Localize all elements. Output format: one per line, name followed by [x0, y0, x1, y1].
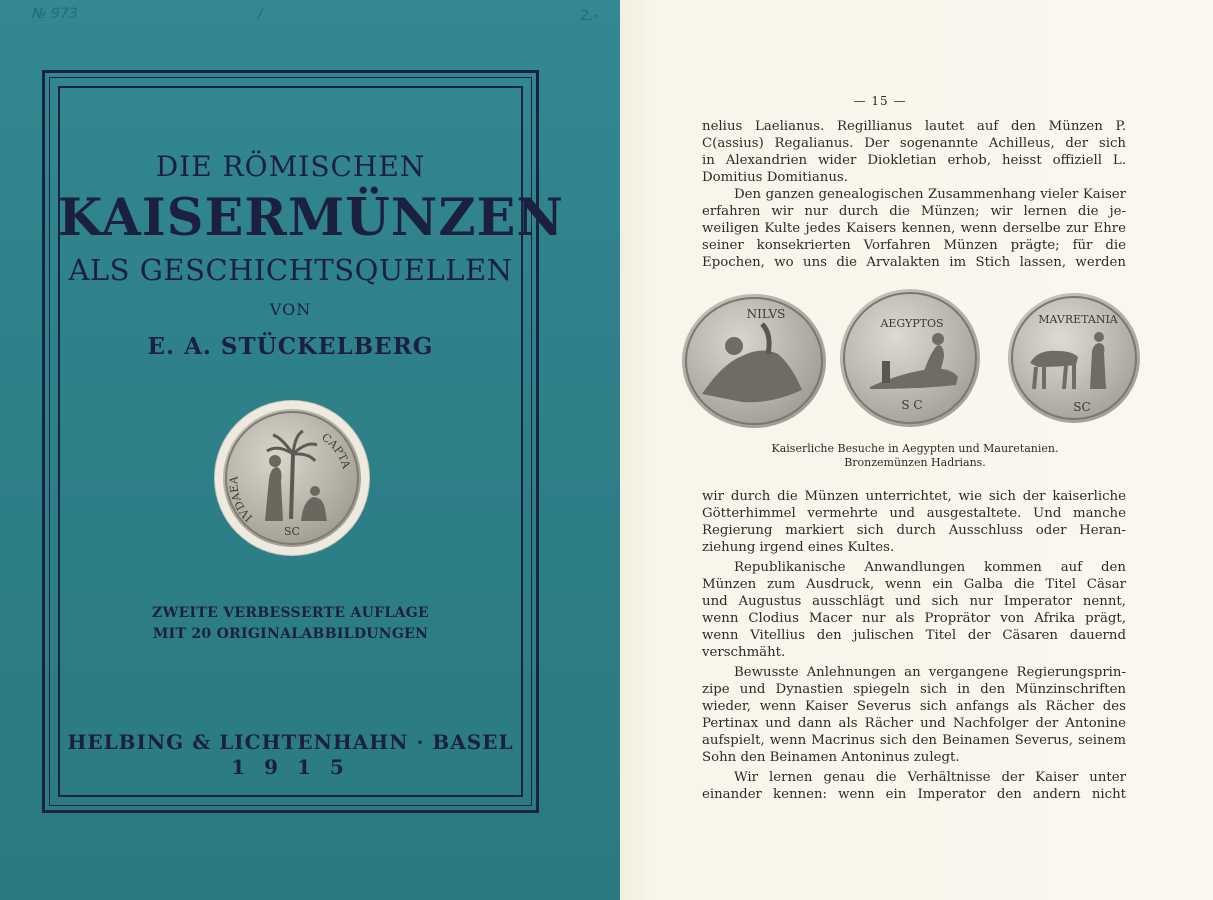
- text-line: und Augustus ausschlägt und sich nur Imperator nennt,: [702, 594, 1126, 609]
- cover-edition-line1: ZWEITE VERBESSERTE AUFLAGE: [152, 605, 429, 621]
- text-line: verschmäht.: [702, 645, 786, 660]
- page-number: — 15 —: [853, 94, 907, 108]
- text-line: Den ganzen genealogischen Zusammenhang vieler Kaiser: [734, 187, 1126, 202]
- coin-legend-left: IVDAEA: [227, 476, 256, 525]
- figure-caption-line2: Bronzemünzen Hadrians.: [844, 456, 986, 469]
- reclining-figure-coin-icon: [840, 289, 980, 427]
- text-line: C(assius) Regalianus. Der sogenannte Achilleus, der sich: [702, 136, 1126, 151]
- cover-year: 1 9 1 5: [231, 755, 350, 779]
- cover-title-line1: DIE RÖMISCHEN: [155, 150, 426, 183]
- coin-exergue: SC: [284, 525, 300, 538]
- text-line: Bewusste Anlehnungen an vergangene Regierungsprin-: [734, 665, 1126, 680]
- coin-mauretania-image: [1008, 293, 1140, 423]
- text-line: erfahren wir nur durch die Münzen; wir lernen die je-: [702, 204, 1126, 219]
- text-line: einander kennen: wenn ein Imperator den andern nicht: [702, 787, 1126, 802]
- text-line: Domitius Domitianus.: [702, 170, 848, 185]
- text-line: Sohn den Beinamen Antoninus zulegt.: [702, 750, 960, 765]
- coin-aegyptos-legend: AEGYPTOS: [880, 317, 944, 330]
- text-line: zipe und Dynastien spiegeln sich in den Münzinschriften: [702, 682, 1126, 697]
- coin-legend-right: CAPTA: [319, 430, 353, 471]
- pencil-inventory-mark: № 973: [32, 6, 78, 22]
- pencil-mark: /: [258, 6, 263, 22]
- text-line: wieder, wenn Kaiser Severus sich anfangs als Rächer des: [702, 699, 1126, 714]
- text-line: Regierung markiert sich durch Ausschluss oder Heran-: [702, 523, 1126, 538]
- text-line: wenn Vitellius den julischen Titel der Cäsaren dauernd: [702, 628, 1126, 643]
- text-line: in Alexandrien wider Diokletian erhob, heisst offiziell L.: [702, 153, 1126, 168]
- figure-caption-line1: Kaiserliche Besuche in Aegypten und Mauretanien.: [771, 442, 1059, 455]
- cover-edition-line2: MIT 20 ORIGINALABBILDUNGEN: [152, 626, 429, 642]
- text-line: nelius Laelianus. Regillianus lautet auf den Münzen P.: [702, 119, 1126, 134]
- horse-figure-coin-icon: [1008, 293, 1140, 423]
- text-line: Epochen, wo uns die Arvalakten im Stich lassen, werden: [702, 255, 1126, 270]
- coin-aegyptos-exergue: S C: [901, 398, 923, 412]
- text-line: seiner konsekrierten Vorfahren Münzen prägte; für die: [702, 238, 1126, 253]
- text-line: Münzen zum Ausdruck, wenn ein Galba die Titel Cäsar: [702, 577, 1126, 592]
- judaea-capta-coin-icon: [223, 409, 361, 547]
- text-line: wir durch die Münzen unterrichtet, wie sich der kaiserliche: [702, 489, 1126, 504]
- text-line: Pertinax und dann als Rächer und Nachfolger der Antonine: [702, 716, 1126, 731]
- cover-publisher: HELBING & LICHTENHAHN · BASEL: [67, 730, 514, 754]
- coin-mauretania-exergue: SC: [1073, 400, 1091, 414]
- cover-by-label: VON: [269, 300, 312, 319]
- coin-mauretania-legend: MAVRETANIA: [1038, 313, 1118, 326]
- coin-nilus-legend: NILVS: [746, 307, 786, 321]
- coin-aegyptos-image: [840, 289, 980, 427]
- cover-author: E. A. STÜCKELBERG: [147, 333, 434, 360]
- pencil-price-mark: 2,-: [580, 8, 599, 24]
- text-line: weiligen Kulte jedes Kaisers kennen, wenn derselbe zur Ehre: [702, 221, 1126, 236]
- text-line: Wir lernen genau die Verhältnisse der Kaiser unter: [734, 770, 1126, 785]
- text-line: aufspielt, wenn Macrinus sich den Beinamen Severus, seinem: [702, 733, 1126, 748]
- book-page: [620, 0, 1213, 900]
- cover-title-main: KAISERMÜNZEN: [58, 188, 565, 248]
- cover-coin-image: [223, 409, 361, 547]
- text-line: ziehung irgend eines Kultes.: [702, 540, 895, 555]
- text-line: Republikanische Anwandlungen kommen auf den: [734, 560, 1126, 575]
- text-line: Götterhimmel vermehrte und ausgestaltete. Und manche: [702, 506, 1126, 521]
- cover-subtitle: ALS GESCHICHTSQUELLEN: [68, 253, 513, 287]
- river-god-coin-icon: [682, 294, 826, 428]
- text-line: wenn Clodius Macer nur als Proprätor von Afrika prägt,: [702, 611, 1126, 626]
- coin-nilus-image: [682, 294, 826, 428]
